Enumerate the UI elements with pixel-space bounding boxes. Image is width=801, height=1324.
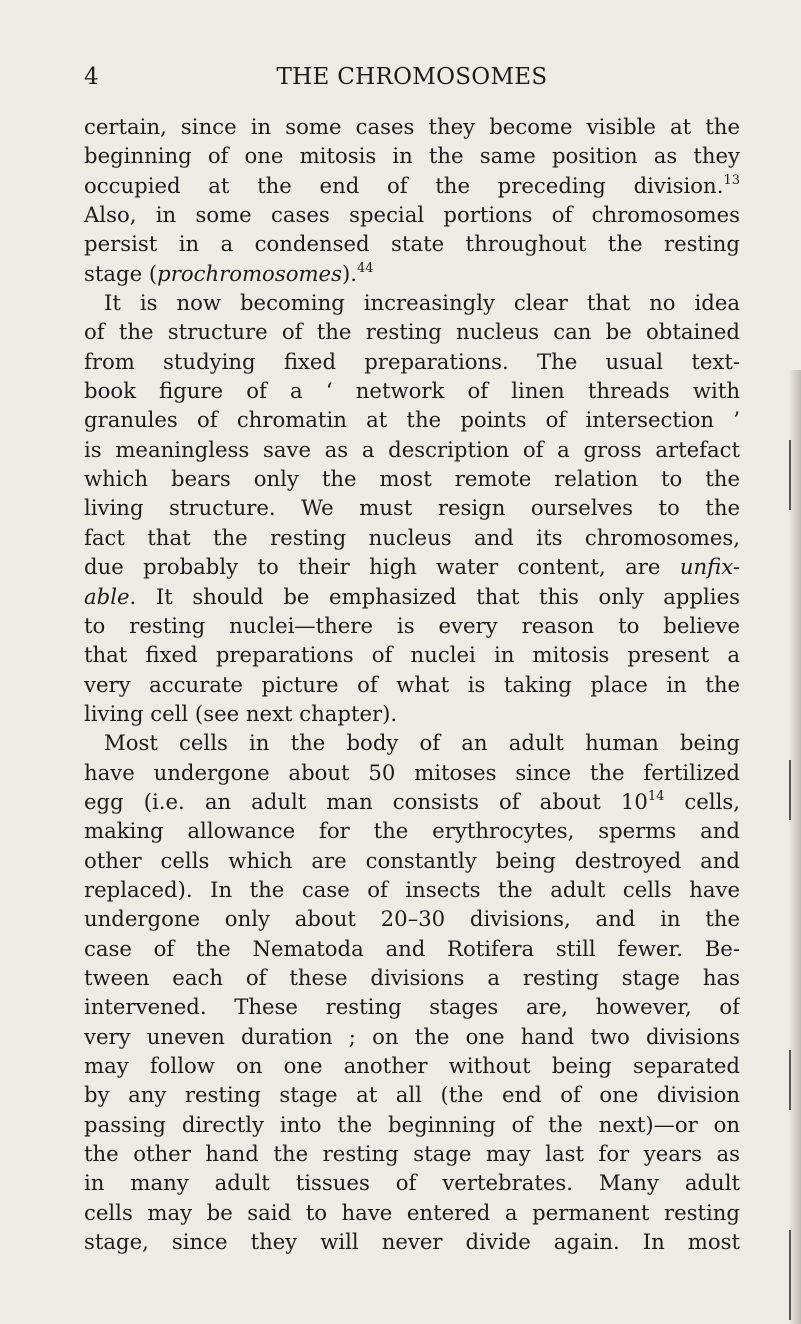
text-line: tween each of these divisions a resting stage has xyxy=(84,964,740,990)
text-line: stage (prochromosomes).$^{44}$ xyxy=(84,260,374,286)
text-line: the other hand the resting stage may last for years as xyxy=(84,1141,740,1167)
text-line: very accurate picture of what is taking place in the xyxy=(84,671,740,697)
text-line: case of the Nematoda and Rotifera still fewer. Be- xyxy=(84,935,740,961)
text-line: fact that the resting nucleus and its chromosomes, xyxy=(84,524,740,550)
text-line: by any resting stage at all (the end of one division xyxy=(84,1082,740,1108)
text-line: have undergone about 50 mitoses since the fertilized xyxy=(84,759,740,785)
binding-mark xyxy=(789,1050,791,1110)
text-line: intervened. These resting stages are, however, of xyxy=(84,994,740,1020)
text-line: Most cells in the body of an adult human being xyxy=(104,730,740,756)
italic-term: prochromosomes xyxy=(157,260,342,286)
page-edge-shadow xyxy=(789,370,801,1324)
footnote-ref: 13 xyxy=(723,172,740,188)
text-line: to resting nuclei—there is every reason to believe xyxy=(84,612,740,638)
text-line: passing directly into the beginning of the next)—or on xyxy=(84,1111,740,1137)
text-line: from studying fixed preparations. The usual text- xyxy=(84,348,740,374)
text-line: persist in a condensed state throughout the resting xyxy=(84,231,740,257)
text-line: of the structure of the resting nucleus can be obtained xyxy=(84,319,740,345)
text-line: living structure. We must resign ourselves to the xyxy=(84,495,740,521)
text-line: very uneven duration ; on the one hand two divisions xyxy=(84,1023,740,1049)
text-line: may follow on one another without being separated xyxy=(84,1053,740,1078)
running-title: THE CHROMOSOMES xyxy=(276,64,548,90)
text-line: stage, since they will never divide again. In most xyxy=(84,1229,740,1255)
page-number: 4 xyxy=(84,64,99,90)
footnote-ref: 44 xyxy=(356,260,374,276)
text-line: granules of chromatin at the points of intersection ’ xyxy=(84,407,740,433)
text-line: able. It should be emphasized that this only applies xyxy=(84,583,740,609)
binding-mark xyxy=(789,440,791,510)
text-line: that fixed preparations of nuclei in mitosis present a xyxy=(84,642,740,668)
binding-mark xyxy=(789,760,791,820)
italic-term: able xyxy=(84,583,130,609)
text-line: which bears only the most remote relation to the xyxy=(84,466,740,492)
text-line: It is now becoming increasingly clear that no idea xyxy=(104,290,740,316)
text-line: cells may be said to have entered a permanent resting xyxy=(84,1199,740,1225)
text-line: other cells which are constantly being destroyed and xyxy=(84,847,740,873)
text-line: certain, since in some cases they become visible at the xyxy=(84,114,740,139)
text-line: due probably to their high water content, are unfix- xyxy=(84,554,740,580)
text-line: Also, in some cases special portions of chromosomes xyxy=(84,202,740,228)
text-line: replaced). In the case of insects the adult cells have xyxy=(84,876,740,902)
text-line: is meaningless save as a description of a gross artefact xyxy=(84,436,740,462)
text-line: living cell (see next chapter). xyxy=(84,700,398,726)
text-line: egg (i.e. an adult man consists of about $10^{14}$ cells, xyxy=(84,788,740,814)
exponent: 14 xyxy=(647,788,665,804)
text-line: occupied at the end of the preceding division.$^{13}$ xyxy=(84,172,740,198)
text-line: making allowance for the erythrocytes, sperms and xyxy=(84,818,740,844)
italic-term: unfix- xyxy=(679,554,740,580)
text-line: undergone only about 20–30 divisions, and in the xyxy=(84,906,740,932)
text-line: in many adult tissues of vertebrates. Many adult xyxy=(84,1170,740,1196)
binding-mark xyxy=(789,1230,791,1320)
page-header xyxy=(84,64,740,96)
text-line: beginning of one mitosis in the same position as they xyxy=(84,143,740,169)
text-line: book figure of a ‘ network of linen threads with xyxy=(84,378,740,404)
body-text xyxy=(84,112,740,1256)
